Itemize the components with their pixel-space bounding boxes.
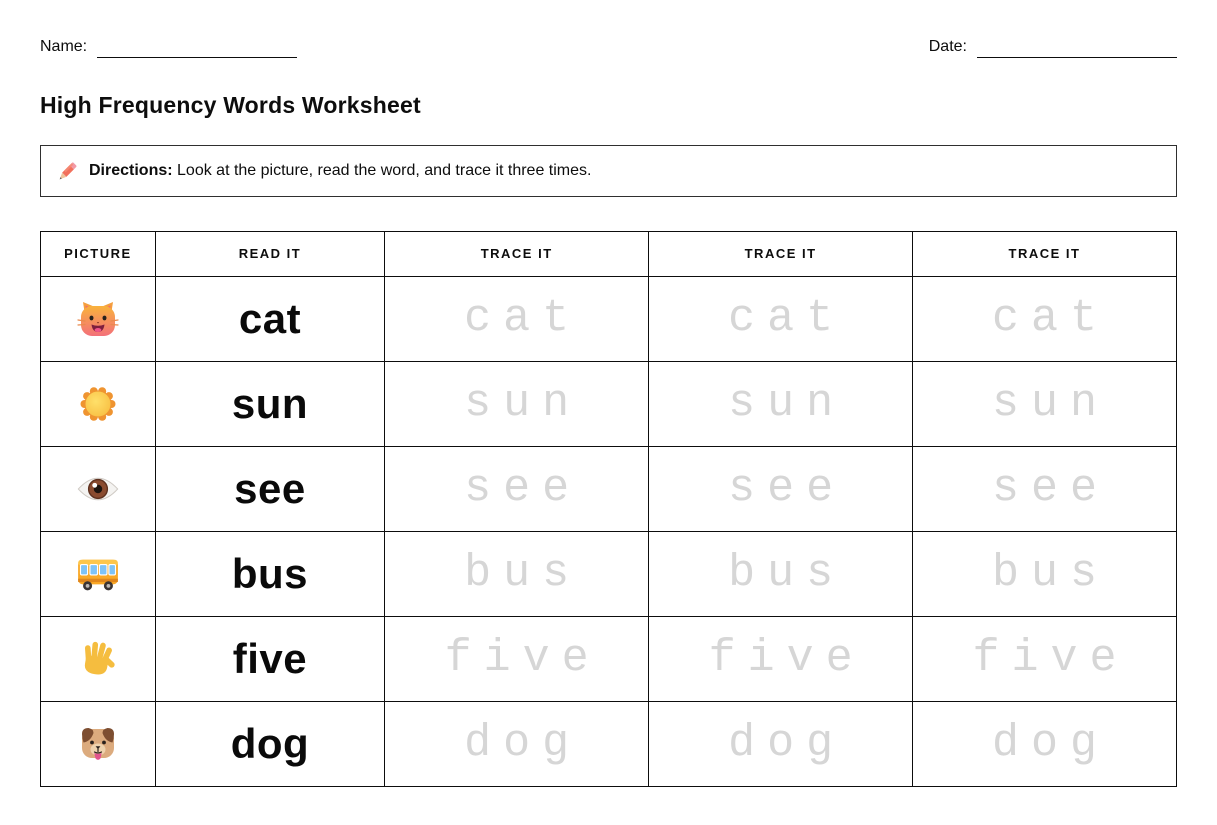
trace-cell: five: [385, 616, 649, 701]
picture-cell: [41, 361, 156, 446]
trace-cell: see: [385, 446, 649, 531]
table-row: [41, 701, 1177, 786]
name-field-line: [97, 40, 297, 58]
trace-cell: cat: [649, 276, 913, 361]
dog-face-emoji: [41, 723, 155, 765]
trace-cell: cat: [385, 276, 649, 361]
pencil-icon: [58, 161, 78, 181]
picture-cell: [41, 446, 156, 531]
trace-cell: sun: [385, 361, 649, 446]
word-cell: bus: [155, 531, 384, 616]
table-row: [41, 531, 1177, 616]
trace-cell: see: [649, 446, 913, 531]
header-row: [41, 231, 1177, 276]
trace-cell: bus: [649, 531, 913, 616]
word-cell: sun: [155, 361, 384, 446]
trace-cell: sun: [913, 361, 1177, 446]
picture-cell: [41, 616, 156, 701]
date-field-line: [977, 40, 1177, 58]
header-cell-read-it: READ IT: [155, 231, 384, 276]
word-cell: five: [155, 616, 384, 701]
eye-emoji: [41, 474, 155, 504]
table-row: [41, 361, 1177, 446]
picture-cell: [41, 276, 156, 361]
bus-emoji: [41, 556, 155, 592]
trace-cell: dog: [649, 701, 913, 786]
trace-cell: dog: [385, 701, 649, 786]
header-fields: [40, 38, 1177, 58]
name-field: [40, 38, 297, 58]
trace-cell: sun: [649, 361, 913, 446]
word-cell: see: [155, 446, 384, 531]
page-title: High Frequency Words Worksheet: [40, 91, 421, 118]
directions-text: Look at the picture, read the word, and trace it three times.: [172, 161, 592, 179]
directions-text-line: [89, 162, 591, 180]
header-cell-trace-it-2: TRACE IT: [649, 231, 913, 276]
name-label: Name:: [40, 38, 88, 55]
trace-cell: cat: [913, 276, 1177, 361]
trace-cell: bus: [913, 531, 1177, 616]
picture-cell: [41, 531, 156, 616]
table-row: [41, 276, 1177, 361]
directions-box: [40, 145, 1177, 197]
sun-emoji: [41, 383, 155, 425]
word-cell: cat: [155, 276, 384, 361]
trace-cell: bus: [385, 531, 649, 616]
table-row: [41, 446, 1177, 531]
header-cell-picture: PICTURE: [41, 231, 156, 276]
trace-cell: dog: [913, 701, 1177, 786]
table-row: [41, 616, 1177, 701]
trace-cell: five: [649, 616, 913, 701]
date-label: Date:: [928, 38, 967, 55]
word-cell: dog: [155, 701, 384, 786]
cat-face-emoji: [41, 298, 155, 340]
date-field: [929, 38, 1177, 58]
directions-label: Directions:: [89, 161, 173, 179]
trace-cell: five: [913, 616, 1177, 701]
header-cell-trace-it-1: TRACE IT: [385, 231, 649, 276]
trace-cell: see: [913, 446, 1177, 531]
worksheet-table: [40, 231, 1177, 787]
picture-cell: [41, 701, 156, 786]
header-cell-trace-it-3: TRACE IT: [913, 231, 1177, 276]
hand-emoji: [41, 638, 155, 680]
